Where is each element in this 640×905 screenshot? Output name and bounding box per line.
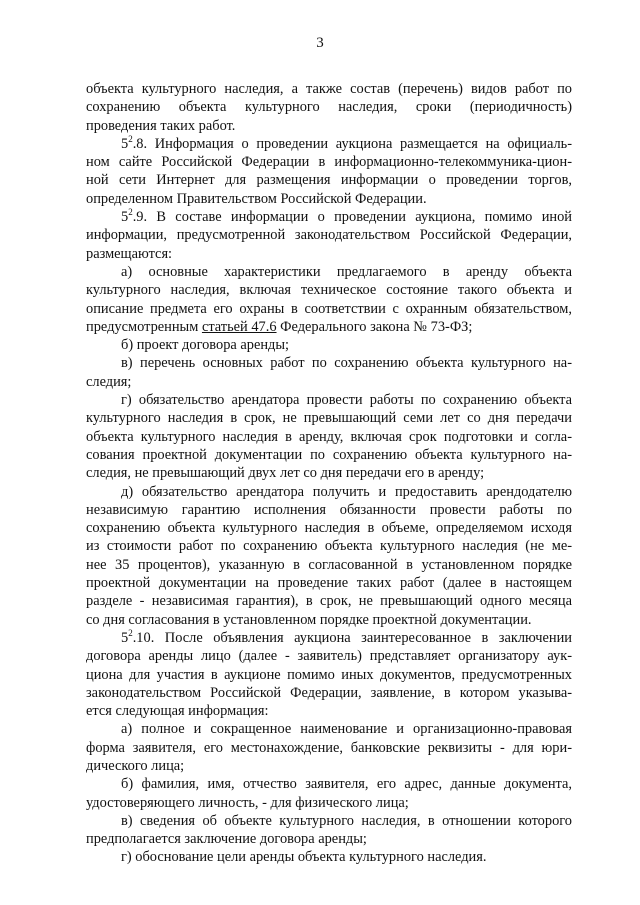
text-line [86, 98, 572, 116]
line-text: г) обязательство арендатора провести работы по сохранению объекта [121, 392, 572, 409]
line-text: форма заявителя, его местонахождение, банковские реквизиты - для юри- [86, 739, 572, 756]
line-text: а) основные характеристики предлагаемого в аренду объекта [121, 263, 572, 280]
line-text: независимую гарантию исполнения обязанности провести работы по [86, 501, 572, 518]
text-line [86, 666, 572, 684]
text-line [86, 757, 572, 775]
text-line [86, 190, 572, 208]
line-text: со дня согласования в установленном порядке проектной документации. [86, 611, 532, 628]
text-line [86, 354, 572, 372]
text-line [86, 812, 572, 830]
line-text: удостоверяющего личность, - для физического лица; [86, 794, 409, 811]
line-text: ется следующая информация: [86, 703, 269, 720]
line-text: предусмотренным [86, 318, 202, 335]
line-text: размещаются: [86, 245, 173, 262]
text-line [86, 135, 572, 153]
line-text: в) перечень основных работ по сохранению объекта культурного на- [121, 355, 572, 372]
text-line [86, 391, 572, 409]
line-text: культурного наследия, включая техническое состояние такого объекта и [86, 282, 572, 299]
line-text: д) обязательство арендатора получить и предоставить арендодателю [121, 483, 572, 500]
text-line [86, 409, 572, 427]
text-line [86, 226, 572, 244]
line-text: описание предмета его охраны в соответствии с охранным обязательством, [86, 300, 572, 317]
text-line [86, 501, 572, 519]
text-line [86, 556, 572, 574]
line-text: циона для участия в аукционе помимо иных документов, предусмотренных [86, 666, 572, 683]
text-line [86, 537, 572, 555]
page-number: 3 [316, 35, 324, 51]
text-line [86, 300, 572, 318]
text-line [86, 428, 572, 446]
line-text: нее 35 процентов), указанную в согласованной в установленном порядке [86, 556, 572, 573]
line-text: объекта культурного наследия в аренду, включая срок подготовки и согла- [86, 428, 572, 445]
line-text: б) проект договора аренды; [121, 337, 290, 354]
text-line [86, 245, 572, 263]
text-line [86, 519, 572, 537]
line-text: предполагается заключение договора аренды; [86, 831, 367, 848]
superscript: 2 [128, 207, 133, 218]
text-line [86, 830, 572, 848]
text-line [86, 720, 572, 738]
line-text: .10. После объявления аукциона заинтересованное в заключении [132, 629, 572, 646]
line-text: сования проектной документации по сохранению объекта культурного на- [86, 446, 572, 463]
line-text: следия; [86, 373, 132, 390]
text-line [86, 702, 572, 720]
line-text: 5 [121, 629, 129, 646]
text-line [86, 263, 572, 281]
line-text: проектной документации на проведение таких работ (далее в настоящем [86, 575, 572, 592]
line-text: а) полное и сокращенное наименование и организационно-правовая [121, 721, 572, 738]
line-text: г) обоснование цели аренды объекта культурного наследия. [121, 849, 487, 866]
text-line [86, 647, 572, 665]
text-line [86, 80, 572, 98]
line-text: Федерального закона № 73-ФЗ; [276, 318, 473, 335]
line-text: из стоимости работ по сохранению объекта культурного наследия (не ме- [86, 538, 572, 555]
text-line [86, 684, 572, 702]
line-text: следия, не превышающий двух лет со дня передачи его в аренду; [86, 465, 485, 482]
document-body [86, 80, 572, 867]
text-line [86, 464, 572, 482]
text-line [86, 208, 572, 226]
line-text: культурного наследия в срок, не превышающий семи лет со дня передачи [86, 410, 572, 427]
line-text: б) фамилия, имя, отчество заявителя, его адрес, данные документа, [121, 776, 572, 793]
line-text: в) сведения об объекте культурного наследия, в отношении которого [121, 812, 572, 829]
law-article-link[interactable]: статьей 47.6 [201, 318, 277, 335]
line-text: дического лица; [86, 757, 185, 774]
text-line [86, 483, 572, 501]
line-text: ной сети Интернет для размещения информации о проведении торгов, [86, 172, 572, 189]
text-line [86, 446, 572, 464]
text-line [86, 117, 572, 135]
text-line [86, 592, 572, 610]
text-line [86, 775, 572, 793]
line-text: сохранению объекта культурного наследия в объеме, определяемом исходя [86, 520, 572, 537]
text-line [86, 373, 572, 391]
line-text: 5 [121, 209, 129, 226]
superscript: 2 [128, 133, 133, 144]
text-line [86, 318, 572, 336]
text-line [86, 794, 572, 812]
text-line [86, 281, 572, 299]
line-text: законодательством Российской Федерации, заявление, в котором указыва- [86, 684, 572, 701]
line-text: сохранению объекта культурного наследия, сроки (периодичность) [86, 99, 572, 116]
text-line [86, 153, 572, 171]
line-text: .8. Информация о проведении аукциона размещается на официаль- [132, 135, 572, 152]
line-text: информации, предусмотренной законодательством Российской Федерации, [86, 227, 572, 244]
text-line [86, 336, 572, 354]
text-line [86, 611, 572, 629]
line-text: объекта культурного наследия, а также состав (перечень) видов работ по [86, 81, 572, 97]
text-line [86, 739, 572, 757]
line-text: определенном Правительством Российской Федерации. [86, 190, 427, 207]
text-line [86, 171, 572, 189]
superscript: 2 [128, 627, 133, 638]
text-line [86, 848, 572, 866]
line-text: .9. В составе информации о проведении аукциона, помимо иной [132, 209, 572, 226]
line-text: проведения таких работ. [86, 117, 236, 134]
line-text: 5 [121, 135, 129, 152]
text-line [86, 574, 572, 592]
line-text: договора аренды лицо (далее - заявитель) представляет организатору аук- [86, 648, 572, 665]
line-text: ном сайте Российской Федерации в информационно-телекоммуника-цион- [86, 154, 572, 171]
text-line [86, 629, 572, 647]
line-text: разделе - независимая гарантия), в срок, не превышающий одного месяца [86, 593, 572, 610]
